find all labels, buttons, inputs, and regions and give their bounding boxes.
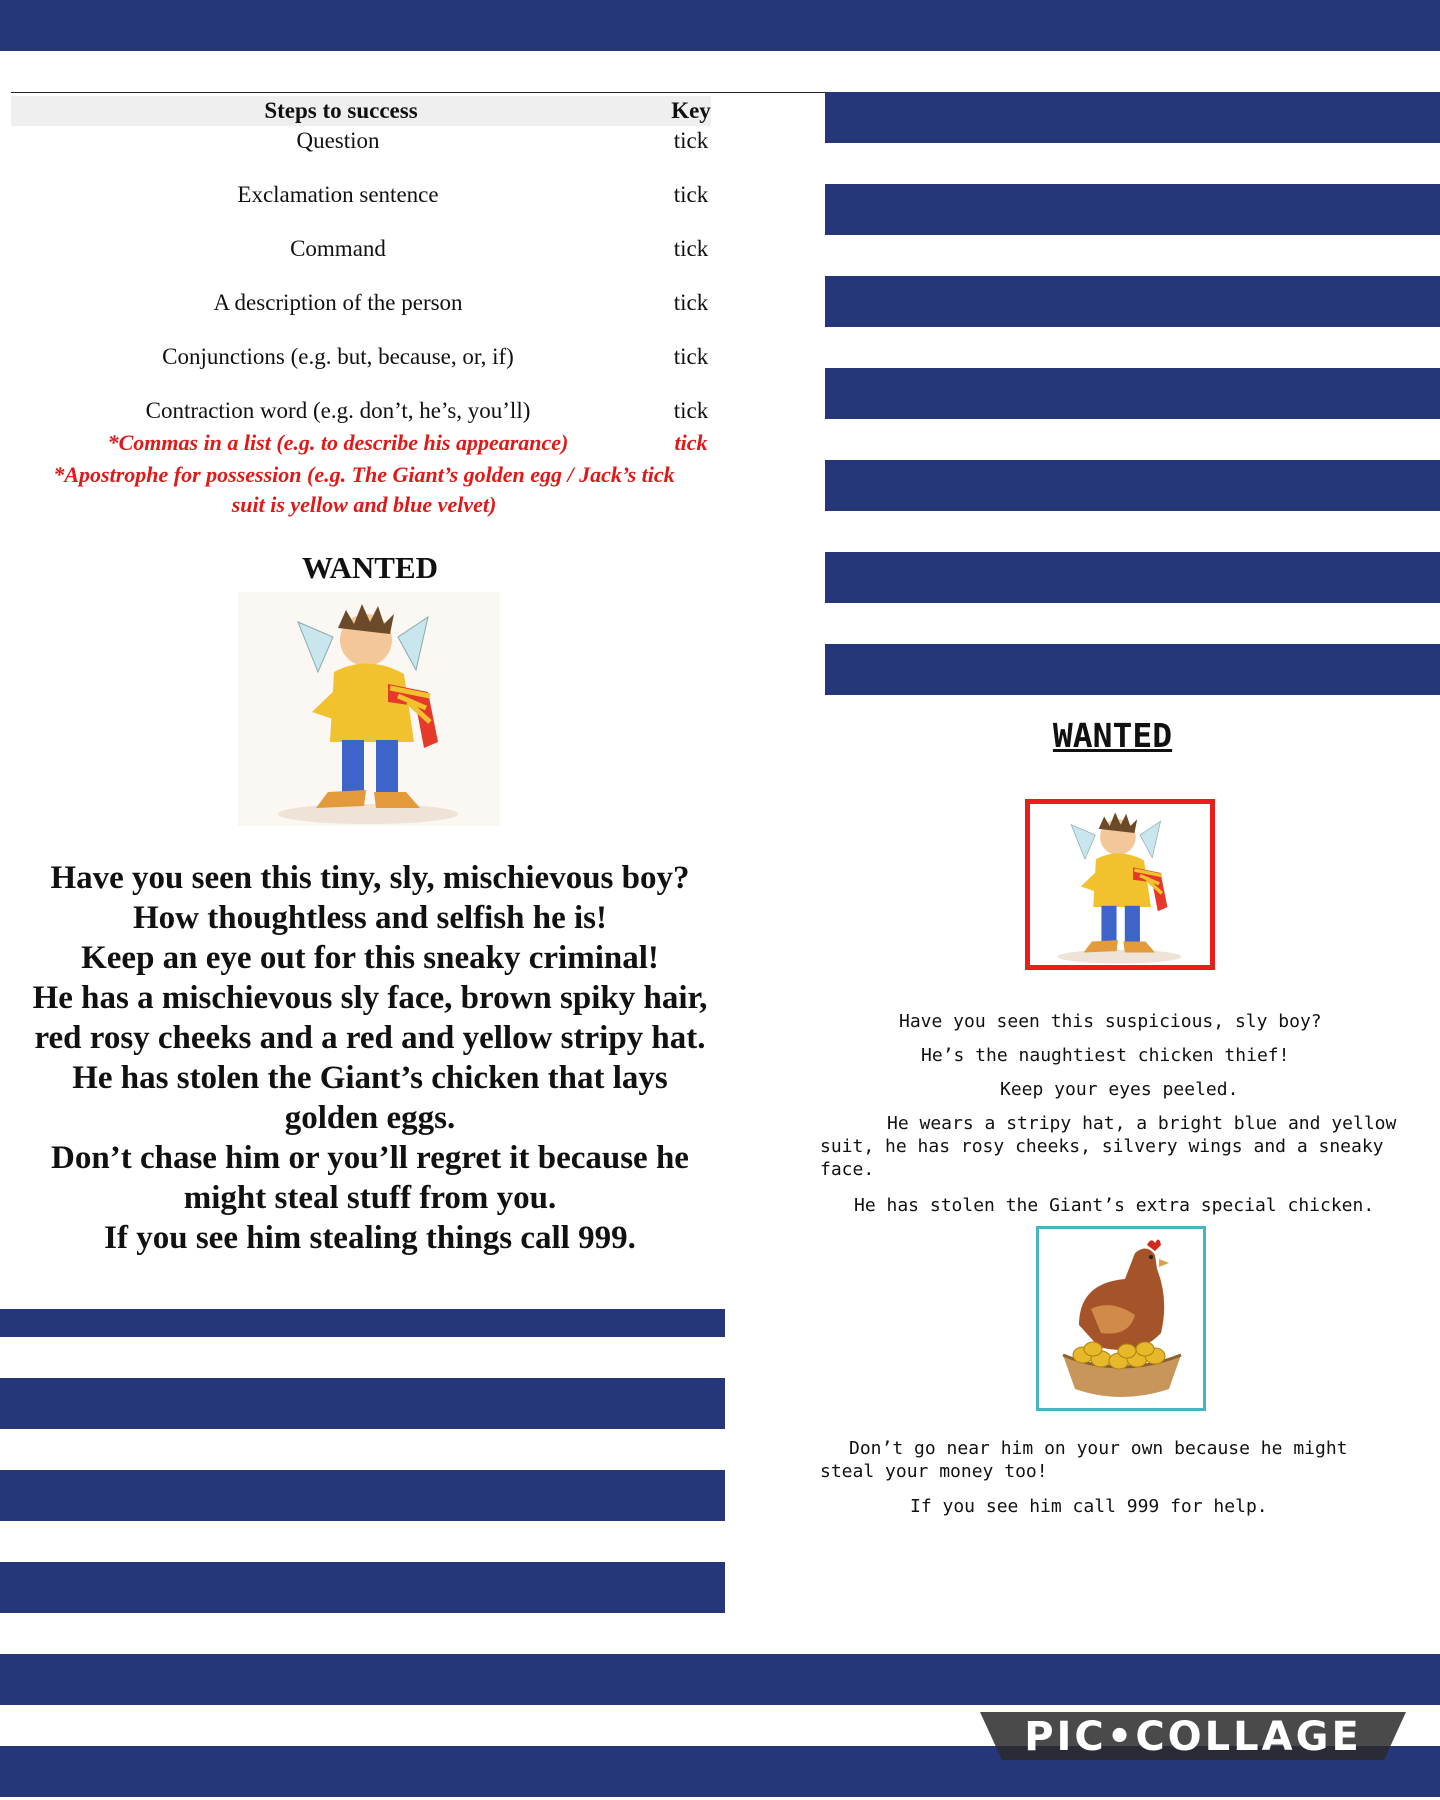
checklist-header bbox=[11, 96, 711, 126]
stripe-right-1 bbox=[825, 92, 1440, 143]
stripe-left-4 bbox=[0, 1562, 725, 1613]
poem-line: He has a mischievous sly face, brown spiky hair, bbox=[32, 980, 708, 1016]
para-line: steal your money too! bbox=[820, 1461, 1048, 1482]
checklist-top-rule bbox=[11, 92, 825, 93]
checklist-row bbox=[11, 128, 711, 160]
checklist-row-red-apostrophe bbox=[11, 460, 717, 520]
poem-line: Keep an eye out for this sneaky criminal! bbox=[81, 940, 659, 976]
right-para-2 bbox=[820, 1437, 1420, 1483]
row-label: Question bbox=[296, 128, 380, 153]
poem-line: Have you seen this tiny, sly, mischievous boy? bbox=[50, 860, 690, 896]
boy-illustration-left bbox=[238, 592, 500, 826]
row-key: tick bbox=[673, 128, 709, 153]
checklist-row bbox=[11, 182, 711, 214]
poem-line: red rosy cheeks and a red and yellow stripy hat. bbox=[34, 1020, 706, 1056]
right-line-4: He has stolen the Giant’s extra special chicken. bbox=[854, 1195, 1375, 1216]
checklist-row bbox=[11, 398, 711, 430]
stripe-top bbox=[0, 0, 1440, 51]
stripe-left-2 bbox=[0, 1378, 725, 1429]
stripe-right-2 bbox=[825, 184, 1440, 235]
stripe-right-5 bbox=[825, 460, 1440, 511]
row-label: Contraction word (e.g. don’t, he’s, you’ll) bbox=[145, 398, 531, 423]
header-key: Key bbox=[671, 98, 711, 123]
stripe-bottom-1 bbox=[0, 1654, 1440, 1705]
poem-line: He has stolen the Giant’s chicken that lays bbox=[72, 1060, 668, 1096]
right-wanted-title: WANTED bbox=[1052, 716, 1173, 755]
right-line-1: Have you seen this suspicious, sly boy? bbox=[899, 1011, 1322, 1032]
pic-collage-logo-text: PIC•COLLAGE bbox=[1024, 1714, 1362, 1760]
hen-illustration bbox=[1039, 1229, 1203, 1408]
row-label: *Commas in a list (e.g. to describe his appearance) bbox=[107, 430, 569, 455]
left-wanted-title: WANTED bbox=[301, 550, 439, 585]
left-poster-text bbox=[0, 858, 740, 1258]
para-line: He wears a stripy hat, a bright blue and yellow bbox=[887, 1113, 1397, 1134]
row-label: Command bbox=[290, 236, 386, 261]
row-label: A description of the person bbox=[213, 290, 463, 315]
stripe-right-7 bbox=[825, 644, 1440, 695]
right-line-2: He’s the naughtiest chicken thief! bbox=[921, 1045, 1290, 1066]
stripe-left-3 bbox=[0, 1470, 725, 1521]
pic-collage-logo bbox=[980, 1706, 1406, 1766]
checklist-row-red bbox=[11, 430, 711, 462]
row-key: tick bbox=[673, 182, 709, 207]
poem-line: Don’t chase him or you’ll regret it because he bbox=[51, 1140, 689, 1176]
header-steps: Steps to success bbox=[264, 98, 418, 123]
checklist-row bbox=[11, 290, 711, 322]
para-line: suit, he has rosy cheeks, silvery wings and a sneaky bbox=[820, 1136, 1384, 1157]
para-line: face. bbox=[820, 1159, 875, 1180]
hen-illustration-frame bbox=[1036, 1226, 1206, 1411]
row-label: Conjunctions (e.g. but, because, or, if) bbox=[162, 344, 514, 369]
row-label: Exclamation sentence bbox=[237, 182, 439, 207]
para-line: Don’t go near him on your own because he might bbox=[849, 1438, 1348, 1459]
poem-line: If you see him stealing things call 999. bbox=[104, 1220, 636, 1256]
poem-line: might steal stuff from you. bbox=[183, 1180, 557, 1216]
row-key: tick bbox=[673, 398, 709, 423]
stripe-right-3 bbox=[825, 276, 1440, 327]
row-label-continued: suit is yellow and blue velvet) bbox=[231, 492, 497, 517]
right-line-3: Keep your eyes peeled. bbox=[1000, 1079, 1239, 1100]
poem-line: How thoughtless and selfish he is! bbox=[132, 900, 607, 936]
poem-line: golden eggs. bbox=[284, 1100, 456, 1136]
stripe-right-6 bbox=[825, 552, 1440, 603]
boy-illustration-right bbox=[1030, 804, 1210, 965]
row-key: tick bbox=[673, 344, 709, 369]
stripe-right-4 bbox=[825, 368, 1440, 419]
checklist-row bbox=[11, 236, 711, 268]
row-key: tick bbox=[674, 430, 708, 455]
checklist-row bbox=[11, 344, 711, 376]
right-para-1 bbox=[820, 1112, 1420, 1181]
row-key: tick bbox=[673, 236, 709, 261]
stripe-left-1 bbox=[0, 1309, 725, 1337]
row-key: tick bbox=[673, 290, 709, 315]
right-line-5: If you see him call 999 for help. bbox=[910, 1496, 1268, 1517]
row-label: *Apostrophe for possession (e.g. The Giant’s golden egg / Jack’s tick bbox=[53, 462, 675, 487]
boy-illustration-right-frame bbox=[1025, 799, 1215, 970]
